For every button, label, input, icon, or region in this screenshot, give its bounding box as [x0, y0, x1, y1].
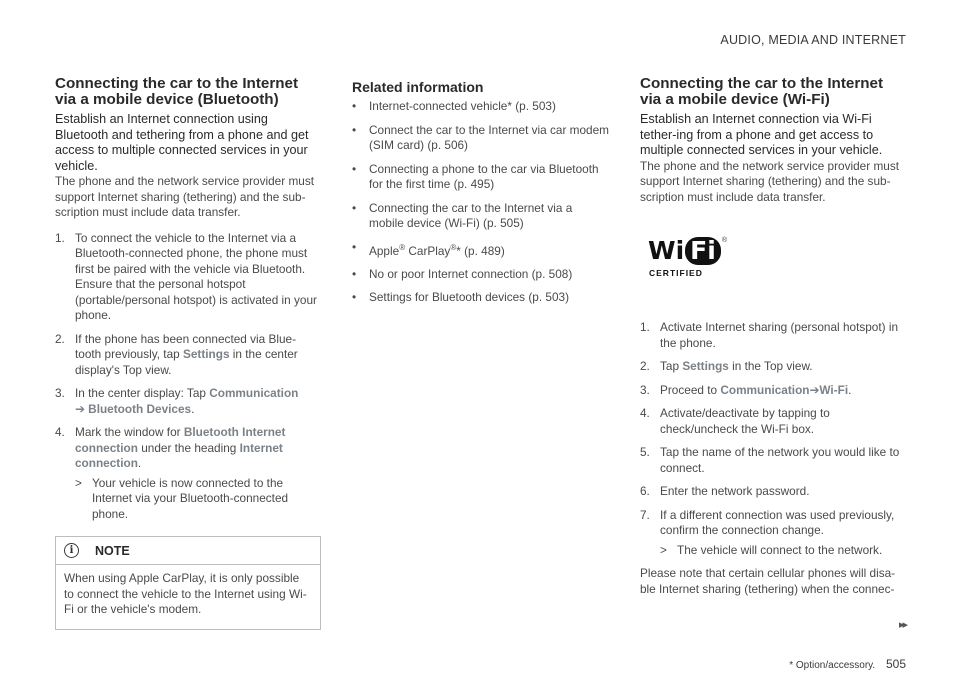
step-number: 2.	[640, 359, 650, 373]
note-body: When using Apple CarPlay, it is only possible to connect the vehicle to the Internet using Wi-Fi or the vehicle's modem.	[64, 571, 307, 616]
punctuation: .	[848, 382, 852, 397]
step-text: If the phone has been connected via Blue-tooth previously, tap	[75, 331, 297, 361]
bullet: •	[352, 200, 357, 215]
link-text: Connecting a phone to the car via Bluetooth for the first time (p. 495)	[369, 161, 599, 191]
ui-term-wifi: Wi-Fi	[819, 382, 849, 397]
step-number: 1.	[55, 230, 65, 245]
bullet: •	[352, 266, 357, 281]
ui-term-communication: Communication	[720, 382, 810, 397]
body-text: The phone and the network service provider must support Internet sharing (tethering) and the sub-scription must include data transfer.	[55, 174, 315, 219]
punctuation: .	[191, 401, 195, 416]
step-item	[55, 386, 320, 417]
note-title: NOTE	[95, 543, 130, 558]
step-item	[640, 484, 908, 500]
step-text: in the Top view.	[728, 359, 813, 373]
bullet: •	[352, 161, 357, 176]
option-marker: *	[507, 99, 512, 113]
ui-term-internet-connection: Internet connection	[75, 440, 283, 470]
step-number: 1.	[640, 320, 650, 334]
logo-certified: CERTIFIED	[649, 268, 703, 278]
link-text: Connect the car to the Internet via car modem (SIM card) (p. 506)	[369, 122, 609, 152]
related-information	[352, 79, 610, 314]
related-link[interactable]	[352, 123, 610, 154]
wifi-section	[640, 76, 908, 597]
step-number: 4.	[640, 406, 650, 420]
result-text: Your vehicle is now connected to the Internet via your Bluetooth-connected phone.	[92, 475, 289, 521]
step-item	[640, 406, 908, 437]
body-text: The phone and the network service provider must support Internet sharing (tethering) and the sub-scription must include data transfer.	[640, 158, 900, 204]
link-text: Internet-connected vehicle	[369, 99, 508, 113]
logo-wi: Wi	[648, 236, 685, 265]
step-item	[55, 231, 320, 324]
step-item	[640, 359, 908, 375]
step-list	[55, 231, 320, 523]
registered-mark: ®	[450, 242, 457, 252]
step-number: 5.	[640, 445, 650, 459]
step-list	[640, 320, 908, 558]
chapter-title: AUDIO, MEDIA AND INTERNET	[720, 33, 906, 47]
intro-text: Establish an Internet connection via Wi-Fi tether-ing from a phone and get access to multiple connected services in your vehicle.	[640, 112, 883, 157]
ui-term-settings: Settings	[682, 359, 729, 373]
step-text: If a different connection was used previously, confirm the connection change.	[660, 507, 895, 537]
step-number: 7.	[640, 507, 650, 522]
related-link[interactable]	[352, 99, 610, 115]
step-text: Proceed to	[660, 382, 721, 397]
note-box	[55, 536, 321, 630]
ui-term-settings: Settings	[182, 347, 230, 361]
step-text: To connect the vehicle to the Internet via a Bluetooth-connected phone, the phone must first be paired with the vehicle via Bluetooth. Ensure that the personal hotspot (portable/personal hotspot) is activated in your phone.	[75, 230, 317, 322]
step-item	[640, 383, 908, 399]
step-text: Tap the name of the network you would like to connect.	[660, 445, 900, 475]
step-number: 4.	[55, 425, 65, 439]
step-result	[660, 543, 908, 559]
step-result	[75, 476, 320, 523]
punctuation: .	[137, 456, 142, 470]
ui-term-bluetooth-internet: Bluetooth Internet connection	[75, 425, 286, 455]
info-icon: i	[64, 543, 79, 558]
link-text: Connecting the car to the Internet via a mobile device (Wi-Fi) (p. 505)	[369, 200, 573, 230]
link-text: No or poor Internet connection (p. 508)	[369, 266, 573, 281]
page-footer	[789, 657, 906, 671]
step-text: Enter the network password.	[660, 484, 810, 498]
result-marker: >	[660, 542, 667, 557]
bullet: •	[352, 290, 357, 305]
related-link[interactable]	[352, 240, 610, 259]
step-text: Activate Internet sharing (personal hotspot) in the phone.	[660, 320, 899, 350]
link-text: CarPlay	[405, 243, 451, 258]
step-number: 2.	[55, 331, 65, 346]
intro-text: Establish an Internet connection using Bluetooth and tethering from a phone and get access to multiple connected services in your vehicle.	[55, 112, 309, 173]
page-number: 505	[885, 657, 906, 671]
related-link[interactable]	[352, 290, 610, 306]
page-ref: (p. 503)	[511, 99, 556, 113]
step-item	[55, 425, 320, 522]
related-link[interactable]	[352, 201, 610, 232]
bullet: •	[352, 122, 357, 137]
step-text: In the center display: Tap	[75, 386, 210, 400]
wifi-certified-logo	[648, 236, 727, 278]
page-ref: (p. 489)	[460, 243, 505, 258]
step-item	[640, 320, 908, 351]
step-text: Mark the window for	[75, 425, 184, 439]
step-text: Activate/deactivate by tapping to check/uncheck the Wi-Fi box.	[660, 406, 830, 436]
bluetooth-section	[55, 76, 320, 630]
related-list	[352, 99, 610, 306]
step-item	[640, 445, 908, 476]
step-item	[640, 508, 908, 559]
ui-term-bluetooth-devices: Bluetooth Devices	[88, 401, 192, 416]
step-number: 3.	[640, 382, 650, 397]
step-number: 6.	[640, 484, 650, 498]
option-marker: *	[456, 243, 461, 258]
section-heading: Connecting the car to the Internet via a mobile device (Bluetooth)	[55, 75, 299, 108]
link-text: Settings for Bluetooth devices (p. 503)	[369, 290, 570, 305]
ui-term-communication: Communication	[209, 386, 299, 400]
option-footnote: * Option/accessory.	[789, 660, 876, 671]
closing-text: Please note that certain cellular phones will disa-ble Internet sharing (tethering) when the connec-	[640, 566, 896, 596]
related-link[interactable]	[352, 267, 610, 283]
arrow-right-icon: ➔	[809, 382, 820, 397]
next-page-icon: ▸▸	[898, 619, 906, 631]
result-text: The vehicle will connect to the network.	[677, 542, 883, 557]
arrow-right-icon: ➔	[75, 401, 85, 416]
step-item	[55, 332, 320, 379]
bullet: •	[352, 99, 357, 113]
step-text: Tap	[660, 359, 683, 373]
registered-mark: ®	[721, 237, 727, 244]
registered-mark: ®	[399, 242, 406, 252]
bullet: •	[352, 239, 357, 254]
note-header	[56, 537, 320, 565]
related-heading: Related information	[352, 79, 484, 95]
link-text: Apple	[369, 243, 400, 258]
step-number: 3.	[55, 386, 65, 400]
result-marker: >	[75, 475, 82, 490]
related-link[interactable]	[352, 162, 610, 193]
step-text: under the heading	[137, 440, 240, 455]
step-text: in the center display's Top view.	[75, 347, 298, 377]
section-heading: Connecting the car to the Internet via a mobile device (Wi-Fi)	[640, 75, 884, 108]
logo-fi: Fi	[685, 237, 721, 265]
